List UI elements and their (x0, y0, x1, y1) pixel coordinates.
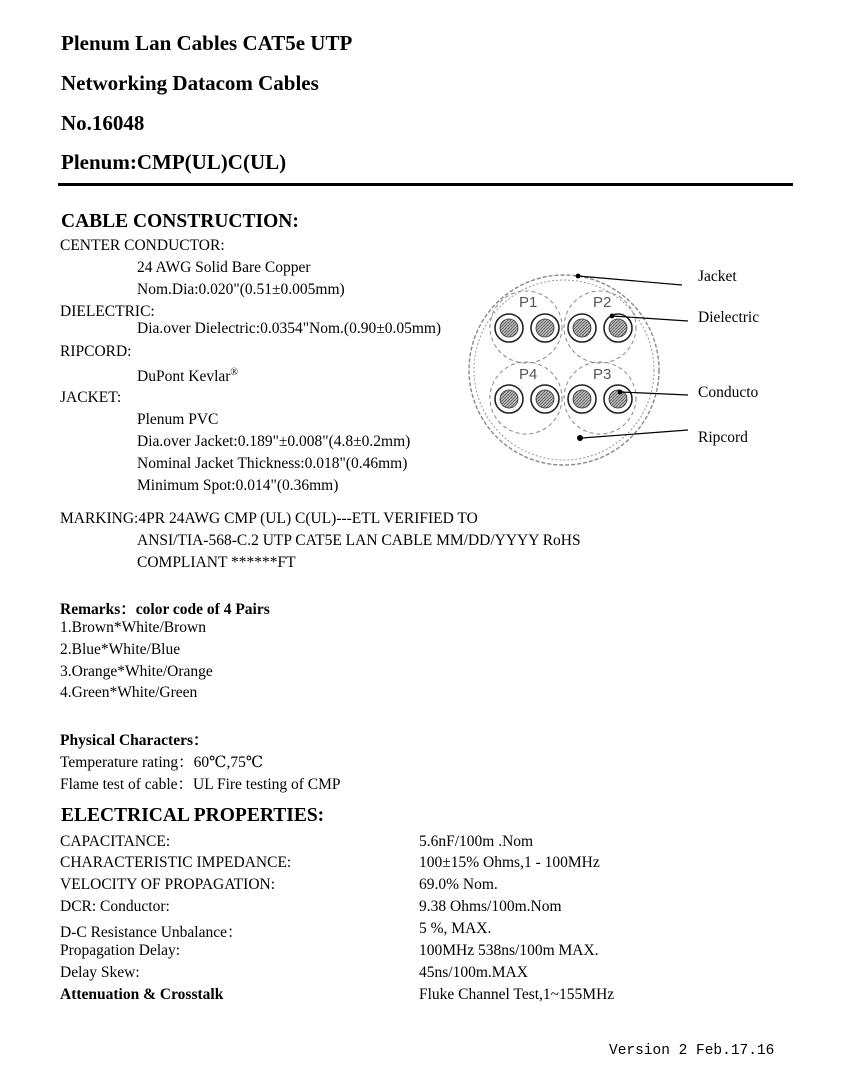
property-value: 5 %, MAX. (419, 920, 492, 937)
jacket-leader-line (578, 276, 682, 285)
conductor-core (500, 390, 518, 408)
ripcord-material: DuPont Kevlar® (137, 367, 239, 386)
doc-title: Plenum Lan Cables CAT5e UTP (61, 31, 353, 55)
jacket-leader-dot (576, 274, 580, 278)
property-value: 100MHz 538ns/100m MAX. (419, 942, 599, 959)
property-name: Delay Skew: (60, 964, 140, 981)
jacket-label: JACKET: (60, 389, 122, 406)
property-name: Propagation Delay: (60, 942, 181, 959)
center-conductor-diameter: Nom.Dia:0.020"(0.51±0.005mm) (137, 281, 345, 298)
conductor-core (573, 319, 591, 337)
jacket-thickness: Nominal Jacket Thickness:0.018"(0.46mm) (137, 455, 408, 472)
dielectric-diameter: Dia.over Dielectric:0.0354"Nom.(0.90±0.05mm) (137, 320, 442, 337)
temperature-rating: Temperature rating：60℃,75℃ (60, 754, 264, 771)
jacket-callout: Jacket (698, 268, 737, 285)
conductor-callout: Conducto (698, 384, 759, 401)
jacket-min-spot: Minimum Spot:0.014"(0.36mm) (137, 477, 339, 494)
conductor-core (536, 319, 554, 337)
property-value: 5.6nF/100m .Nom (419, 833, 534, 850)
color-code-item: 2.Blue*White/Blue (60, 641, 181, 658)
remarks-heading: Remarks：color code of 4 Pairs (60, 601, 270, 618)
marking-line-2: ANSI/TIA-568-C.2 UTP CAT5E LAN CABLE MM/DD/YYYY RoHS (137, 532, 581, 549)
center-conductor-label: CENTER CONDUCTOR: (60, 237, 225, 254)
pair-p2-label: P2 (593, 294, 612, 311)
ripcord-label: RIPCORD: (60, 343, 132, 360)
pair-p1-label: P1 (519, 294, 538, 311)
dielectric-leader-dot (610, 314, 614, 318)
pair-p4-label: P4 (519, 366, 538, 383)
color-code-item: 3.Orange*White/Orange (60, 663, 213, 680)
property-name: Attenuation & Crosstalk (60, 986, 224, 1003)
version-footer: Version 2 Feb.17.16 (609, 1043, 775, 1059)
conductor-core (609, 319, 627, 337)
header-divider (58, 183, 793, 186)
ripcord-callout: Ripcord (698, 429, 748, 446)
dielectric-callout: Dielectric (698, 309, 760, 326)
property-name: VELOCITY OF PROPAGATION: (60, 876, 276, 893)
property-name: DCR: Conductor: (60, 898, 170, 915)
doc-subtitle: Networking Datacom Cables (61, 71, 319, 95)
dielectric-label: DIELECTRIC: (60, 303, 155, 320)
color-code-item: 4.Green*White/Green (60, 684, 198, 701)
property-value: 45ns/100m.MAX (419, 964, 528, 981)
marking-line-3: COMPLIANT ******FT (137, 554, 296, 571)
color-code-item: 1.Brown*White/Brown (60, 619, 206, 636)
doc-rating: Plenum:CMP(UL)C(UL) (61, 150, 287, 174)
jacket-outer-circle (469, 275, 659, 465)
jacket-inner-circle (474, 280, 654, 460)
property-value: 69.0% Nom. (419, 876, 498, 893)
property-name: D-C Resistance Unbalance： (60, 924, 243, 941)
flame-test: Flame test of cable：UL Fire testing of CMP (60, 776, 341, 793)
cable-cross-section-diagram (460, 255, 800, 475)
conductor-leader-dot (618, 390, 622, 394)
property-value: 100±15% Ohms,1 - 100MHz (419, 854, 600, 871)
center-conductor-material: 24 AWG Solid Bare Copper (137, 259, 311, 276)
construction-heading: CABLE CONSTRUCTION: (61, 211, 299, 232)
property-name: CAPACITANCE: (60, 833, 171, 850)
electrical-heading: ELECTRICAL PROPERTIES: (61, 805, 325, 826)
doc-number: No.16048 (61, 111, 145, 135)
property-name: CHARACTERISTIC IMPEDANCE: (60, 854, 292, 871)
property-value: Fluke Channel Test,1~155MHz (419, 986, 615, 1003)
marking-line-1: MARKING:4PR 24AWG CMP (UL) C(UL)---ETL VERIFIED TO (60, 510, 478, 527)
physical-heading: Physical Characters： (60, 732, 209, 749)
conductor-core (500, 319, 518, 337)
conductor-core (573, 390, 591, 408)
jacket-diameter: Dia.over Jacket:0.189"±0.008"(4.8±0.2mm) (137, 433, 411, 450)
pair-p3-label: P3 (593, 366, 612, 383)
conductor-core (536, 390, 554, 408)
property-value: 9.38 Ohms/100m.Nom (419, 898, 562, 915)
jacket-material: Plenum PVC (137, 411, 219, 428)
